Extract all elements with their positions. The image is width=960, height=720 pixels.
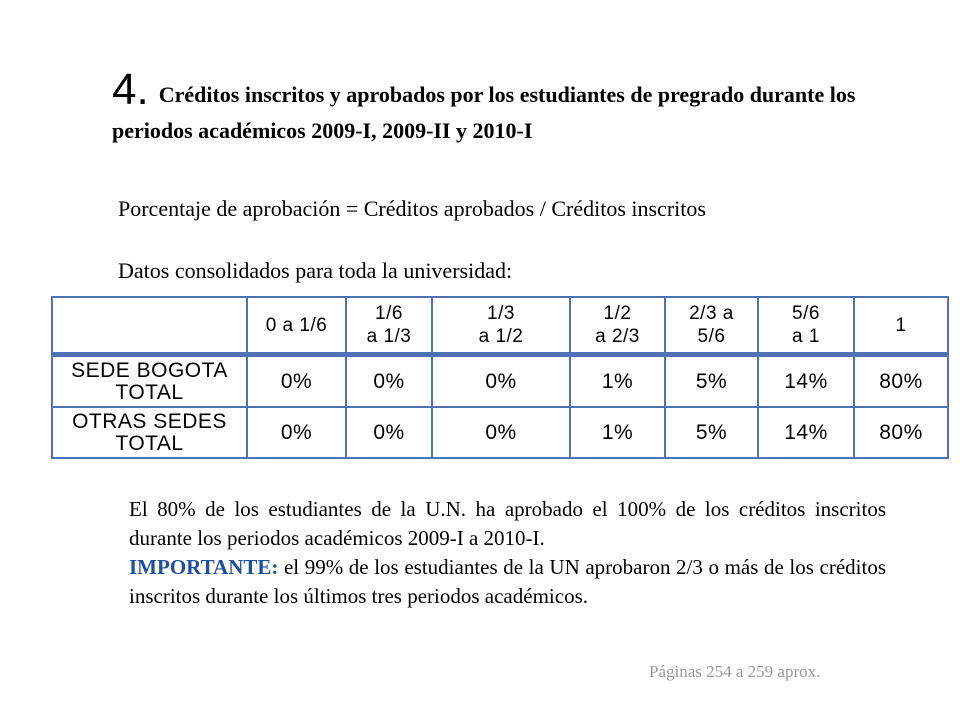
header-cell: 1 [854,297,948,355]
row-label: OTRAS SEDES TOTAL [52,407,247,458]
table-cell: 0% [432,407,570,458]
table-cell: 1% [570,355,665,408]
consolidated-label: Datos consolidados para toda la universidad: [118,258,513,283]
table-cell: 1% [570,407,665,458]
title-number: 4. [112,65,149,114]
conclusion-text [129,495,886,611]
conclusion-paragraph-1: El 80% de los estudiantes de la U.N. ha aprobado el 100% de los créditos inscritos durante los periodos académicos 2009-I a 2010-I. [129,497,886,550]
table-row [52,407,948,458]
formula-text: Porcentaje de aprobación = Créditos aprobados / Créditos inscritos [118,196,706,221]
table-cell: 0% [346,355,432,408]
table-cell: 5% [665,355,758,408]
table-cell: 0% [247,407,346,458]
table-cell: 5% [665,407,758,458]
header-cell-empty [52,297,247,355]
important-text: el 99% de los estudiantes de la UN aprobaron 2/3 o más de los créditos inscritos durante los últimos tres periodos académicos. [129,555,886,608]
slide-title [112,65,902,149]
pages-note: Páginas 254 a 259 aprox. [649,662,821,681]
header-cell: 5/6 a 1 [758,297,854,355]
approval-table [51,296,949,459]
table-cell: 80% [854,355,948,408]
header-cell: 1/2 a 2/3 [570,297,665,355]
table-cell: 0% [432,355,570,408]
header-row [52,297,948,355]
table-cell: 14% [758,355,854,408]
table-cell: 0% [247,355,346,408]
row-label: SEDE BOGOTA TOTAL [52,355,247,408]
table-cell: 0% [346,407,432,458]
header-cell: 0 a 1/6 [247,297,346,355]
table-row [52,355,948,408]
title-text: Créditos inscritos y aprobados por los estudiantes de pregrado durante los periodos académicos 2009-I, 2009-II y 2010-I [112,82,856,143]
table-cell: 80% [854,407,948,458]
header-cell: 1/3 a 1/2 [432,297,570,355]
conclusion-paragraph-2 [129,553,886,611]
header-cell: 2/3 a 5/6 [665,297,758,355]
table-cell: 14% [758,407,854,458]
important-label: IMPORTANTE: [129,555,279,579]
header-cell: 1/6 a 1/3 [346,297,432,355]
